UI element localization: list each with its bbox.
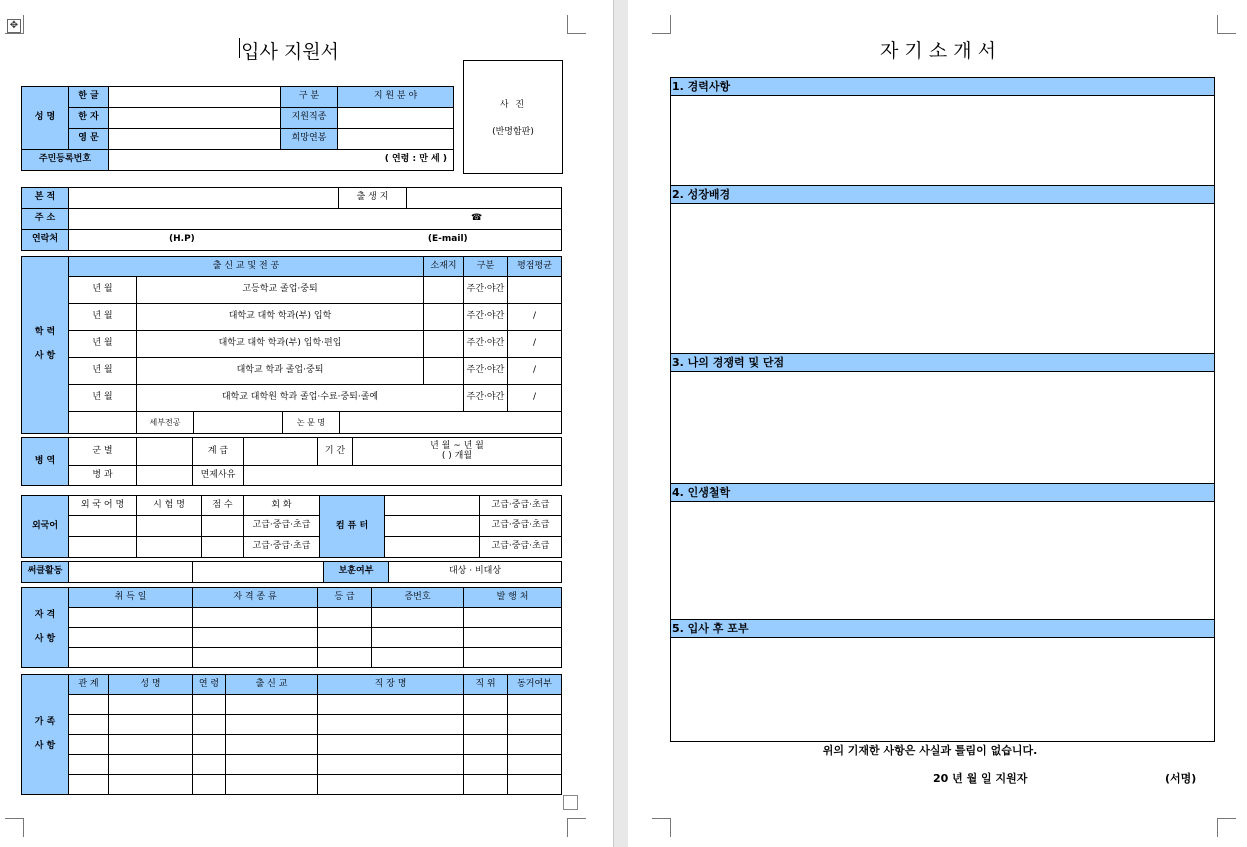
section-career-body[interactable]	[670, 96, 1215, 186]
edu-school[interactable]: 대학교 대학 학과(부) 입학	[137, 304, 424, 331]
type-field[interactable]	[137, 466, 193, 486]
desired-salary-field[interactable]	[338, 129, 454, 150]
thesis-label: 논 문 명	[296, 418, 326, 427]
edu-type[interactable]: 주간·야간	[464, 331, 508, 358]
email-label: (E-mail)	[427, 234, 468, 245]
edu-type[interactable]: 주간·야간	[464, 385, 508, 412]
license-cell[interactable]	[372, 648, 464, 668]
family-cell[interactable]	[193, 775, 226, 795]
section-philosophy-body[interactable]	[670, 502, 1215, 620]
family-cell[interactable]	[69, 715, 109, 735]
type-label: 병 과	[69, 466, 137, 486]
family-position-header: 직 위	[464, 675, 508, 695]
section-aspiration-body[interactable]	[670, 638, 1215, 742]
edu-gpa[interactable]	[508, 277, 562, 304]
exemption-label: 면제사유	[193, 466, 244, 486]
family-header: 가 족 사 항	[22, 675, 69, 795]
edu-date[interactable]: 년 월	[69, 385, 137, 412]
language-name-label: 외 국 어 명	[69, 496, 137, 516]
score-field[interactable]	[202, 516, 244, 537]
family-cell[interactable]	[226, 755, 318, 775]
license-date-header: 취 득 일	[69, 588, 193, 608]
edu-type[interactable]: 주간·야간	[464, 358, 508, 385]
phone-icon: ☎	[471, 213, 483, 224]
family-cell[interactable]	[464, 735, 508, 755]
veteran-field[interactable]: 대상 · 비대상	[389, 562, 562, 583]
branch-label: 군 별	[69, 438, 137, 466]
contact-field[interactable]	[69, 230, 562, 251]
edu-type[interactable]: 주간·야간	[464, 304, 508, 331]
license-cell[interactable]	[193, 608, 318, 628]
conversation-level[interactable]: 고급·중급·초급	[244, 516, 320, 537]
edu-school[interactable]: 대학교 대학원 학과 졸업·수료·중퇴·졸예	[137, 385, 464, 412]
family-cell[interactable]	[226, 735, 318, 755]
family-age-header: 연 령	[193, 675, 226, 695]
family-cell[interactable]	[508, 715, 562, 735]
edu-school[interactable]: 대학교 학과 졸업·중퇴	[137, 358, 424, 385]
origin-label: 본 적	[22, 188, 69, 209]
edu-location[interactable]	[424, 331, 464, 358]
signature-mark[interactable]: (서명)	[1165, 772, 1197, 785]
family-cell[interactable]	[318, 715, 464, 735]
family-cell[interactable]	[508, 755, 562, 775]
family-cell[interactable]	[69, 695, 109, 715]
rank-label: 계 급	[193, 438, 244, 466]
desired-role-label: 지원직종	[281, 108, 338, 129]
exam-field[interactable]	[137, 537, 202, 558]
family-cell[interactable]	[109, 735, 193, 755]
hp-label: (H.P)	[169, 234, 195, 245]
license-cell[interactable]	[372, 628, 464, 648]
school-col-header: 출 신 교 및 전 공	[69, 257, 424, 277]
family-workplace-header: 직 장 명	[318, 675, 464, 695]
edu-gpa[interactable]: /	[508, 331, 562, 358]
family-cell[interactable]	[508, 735, 562, 755]
family-cell[interactable]	[193, 735, 226, 755]
section-strengths-header: 3. 나의 경쟁력 및 단점	[670, 353, 1215, 372]
family-living-header: 동거여부	[508, 675, 562, 695]
page-corner-mark	[1217, 818, 1236, 837]
license-cell[interactable]	[69, 608, 193, 628]
edu-location[interactable]	[424, 277, 464, 304]
edu-type[interactable]: 주간·야간	[464, 277, 508, 304]
license-cell[interactable]	[318, 628, 372, 648]
english-label: 영 문	[69, 129, 109, 150]
family-cell[interactable]	[69, 775, 109, 795]
computer-level[interactable]: 고급·중급·초급	[480, 537, 562, 558]
family-cell[interactable]	[109, 755, 193, 775]
period-field[interactable]: 년 월 ~ 년 월 ( ) 개월	[353, 438, 562, 466]
age-field[interactable]: ( 연령 : 만 세 )	[109, 150, 454, 171]
section-background-header: 2. 성장배경	[670, 185, 1215, 204]
photo-box[interactable]	[463, 60, 563, 174]
license-table	[21, 587, 562, 668]
page-corner-mark	[567, 15, 586, 34]
hangul-name-field[interactable]	[109, 87, 281, 108]
computer-header: 컴 퓨 터	[320, 496, 385, 558]
license-header: 자 격 사 항	[22, 588, 69, 668]
origin-field[interactable]	[69, 188, 339, 209]
page-gutter	[613, 0, 628, 847]
computer-level[interactable]: 고급·중급·초급	[480, 516, 562, 537]
hanja-name-field[interactable]	[109, 108, 281, 129]
license-kind-header: 자 격 종 류	[193, 588, 318, 608]
license-cell[interactable]	[318, 648, 372, 668]
family-cell[interactable]	[109, 775, 193, 795]
license-cell[interactable]	[69, 628, 193, 648]
english-name-field[interactable]	[109, 129, 281, 150]
license-grade-header: 등 급	[318, 588, 372, 608]
edu-gpa[interactable]: /	[508, 385, 562, 412]
family-cell[interactable]	[508, 775, 562, 795]
signature-date: 20 년 월 일 지원자	[933, 772, 1028, 785]
edu-gpa[interactable]: /	[508, 304, 562, 331]
photo-note: (반명함판)	[492, 127, 534, 137]
table-resize-handle-icon[interactable]	[563, 795, 578, 810]
edu-date[interactable]: 년 월	[69, 358, 137, 385]
category-value: 지 원 분 야	[338, 87, 454, 108]
score-label: 점 수	[202, 496, 244, 516]
family-cell[interactable]	[318, 695, 464, 715]
license-cell[interactable]	[193, 628, 318, 648]
section-philosophy-header: 4. 인생철학	[670, 483, 1215, 502]
address-field[interactable]	[69, 209, 562, 230]
birthplace-field[interactable]	[407, 188, 562, 209]
edu-school[interactable]: 고등학교 졸업·중퇴	[137, 277, 424, 304]
location-col-header: 소재지	[424, 257, 464, 277]
computer-field[interactable]	[385, 516, 480, 537]
table-move-handle-icon[interactable]: ✥	[7, 19, 21, 33]
family-cell[interactable]	[193, 695, 226, 715]
contact-table	[21, 187, 562, 251]
conversation-level[interactable]: 고급·중급·초급	[244, 537, 320, 558]
exam-field[interactable]	[137, 516, 202, 537]
gpa-col-header: 평점평균	[508, 257, 562, 277]
family-cell[interactable]	[464, 695, 508, 715]
page-corner-mark	[567, 818, 586, 837]
family-name-header: 성 명	[109, 675, 193, 695]
page-title: 입사 지원서	[241, 41, 339, 63]
page-divider	[613, 0, 614, 847]
license-cell[interactable]	[318, 608, 372, 628]
family-cell[interactable]	[226, 695, 318, 715]
military-table	[21, 437, 562, 486]
family-cell[interactable]	[464, 715, 508, 735]
family-table	[21, 674, 562, 795]
relation-header: 관 계	[69, 675, 109, 695]
desired-role-field[interactable]	[338, 108, 454, 129]
family-cell[interactable]	[318, 735, 464, 755]
edu-date[interactable]: 년 월	[69, 277, 137, 304]
branch-field[interactable]	[137, 438, 193, 466]
personal-info-table	[21, 86, 454, 171]
edu-date[interactable]: 년 월	[69, 331, 137, 358]
computer-level[interactable]: 고급·중급·초급	[480, 496, 562, 516]
page-corner-mark	[652, 818, 671, 837]
page-corner-mark	[652, 15, 671, 34]
category-label: 구 분	[281, 87, 338, 108]
family-school-header: 출 신 교	[226, 675, 318, 695]
family-cell[interactable]	[226, 715, 318, 735]
language-table	[21, 495, 562, 558]
education-header: 학 력 사 항	[22, 257, 69, 434]
education-table	[21, 256, 562, 434]
family-cell[interactable]	[318, 755, 464, 775]
section-background-body[interactable]	[670, 204, 1215, 354]
family-cell[interactable]	[464, 775, 508, 795]
detail-major-row[interactable]	[137, 412, 562, 434]
circle-field[interactable]	[69, 562, 193, 583]
type-col-header: 구분	[464, 257, 508, 277]
exam-label: 시 험 명	[137, 496, 202, 516]
edu-gpa[interactable]: /	[508, 358, 562, 385]
computer-field[interactable]	[385, 537, 480, 558]
exemption-field[interactable]	[244, 466, 562, 486]
empty-cell	[69, 412, 137, 434]
family-cell[interactable]	[109, 715, 193, 735]
declaration-text: 위의 기재한 사항은 사실과 틀림이 없습니다.	[822, 744, 1038, 757]
score-field[interactable]	[202, 537, 244, 558]
section-aspiration-header: 5. 입사 후 포부	[670, 619, 1215, 638]
license-cell[interactable]	[193, 648, 318, 668]
family-cell[interactable]	[193, 715, 226, 735]
birthplace-label: 출 생 지	[339, 188, 407, 209]
resident-no-label: 주민등록번호	[22, 150, 109, 171]
edu-date[interactable]: 년 월	[69, 304, 137, 331]
hanja-label: 한 자	[69, 108, 109, 129]
conversation-label: 회 화	[244, 496, 320, 516]
language-field[interactable]	[69, 516, 137, 537]
family-cell[interactable]	[226, 775, 318, 795]
computer-field[interactable]	[385, 496, 480, 516]
name-header: 성 명	[22, 87, 69, 150]
detail-major-label: 세부전공	[149, 418, 181, 427]
language-field[interactable]	[69, 537, 137, 558]
page-corner-mark	[1217, 15, 1236, 34]
family-cell[interactable]	[193, 755, 226, 775]
edu-school[interactable]: 대학교 대학 학과(부) 입학·편입	[137, 331, 424, 358]
edu-location[interactable]	[424, 304, 464, 331]
edu-location[interactable]	[424, 358, 464, 385]
circle-field[interactable]	[193, 562, 324, 583]
license-cell[interactable]	[464, 608, 562, 628]
desired-salary-label: 희망연봉	[281, 129, 338, 150]
contact-label: 연락처	[22, 230, 69, 251]
license-cell[interactable]	[69, 648, 193, 668]
license-cell[interactable]	[464, 648, 562, 668]
application-form-page	[0, 0, 613, 847]
circle-table	[21, 561, 562, 583]
page-title: 자 기 소 개 서	[880, 40, 996, 62]
period-label: 기 간	[318, 438, 353, 466]
language-header: 외국어	[22, 496, 69, 558]
family-cell[interactable]	[318, 775, 464, 795]
license-no-header: 증번호	[372, 588, 464, 608]
family-cell[interactable]	[508, 695, 562, 715]
circle-label: 써클활동	[22, 562, 69, 583]
family-cell[interactable]	[69, 735, 109, 755]
rank-field[interactable]	[244, 438, 318, 466]
section-strengths-body[interactable]	[670, 372, 1215, 484]
license-cell[interactable]	[464, 628, 562, 648]
license-issuer-header: 발 행 처	[464, 588, 562, 608]
photo-label: 사 진	[499, 100, 527, 110]
hangul-label: 한 글	[69, 87, 109, 108]
section-career-header: 1. 경력사항	[670, 77, 1215, 96]
address-label: 주 소	[22, 209, 69, 230]
page-corner-mark	[5, 818, 24, 837]
family-cell[interactable]	[69, 755, 109, 775]
license-cell[interactable]	[372, 608, 464, 628]
family-cell[interactable]	[464, 755, 508, 775]
military-header: 병 역	[22, 438, 69, 486]
veteran-label: 보훈여부	[324, 562, 389, 583]
family-cell[interactable]	[109, 695, 193, 715]
